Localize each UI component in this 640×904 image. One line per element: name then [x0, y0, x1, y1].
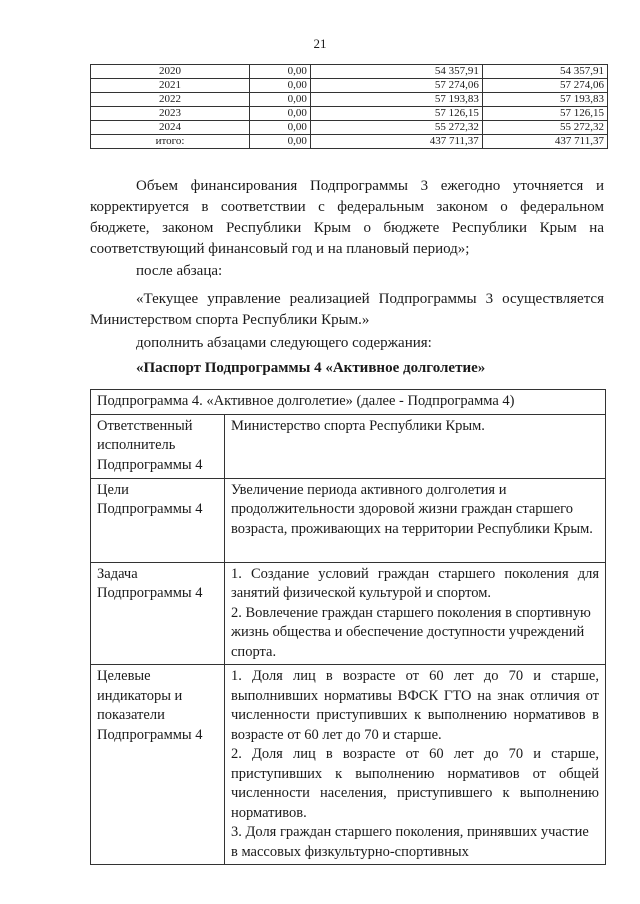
indicator-item-2: 2. Доля лиц в возрасте от 60 лет до 70 и старше, приступивших к выполнению нормативов от общей численности населения, приступившего к выполнению нормативов. — [231, 746, 599, 821]
finance-year-cell: итого: — [91, 135, 250, 149]
finance-row — [91, 65, 608, 79]
finance-year-cell: 2023 — [91, 107, 250, 121]
goals-label: Цели Подпрограммы 4 — [91, 478, 225, 562]
goals-value: Увеличение периода активного долголетия и продолжительности здоровой жизни граждан старшего возраста, проживающих на территории Республики Крым. — [225, 478, 606, 562]
passport-heading: «Паспорт Подпрограммы 4 «Активное долголетие» — [136, 360, 486, 376]
task-item-1: 1. Создание условий граждан старшего поколения для занятий физической культурой и спортом. — [231, 565, 599, 601]
page-number: 21 — [313, 36, 327, 51]
passport-row-executor — [91, 414, 606, 478]
indicator-item-1: 1. Доля лиц в возрасте от 60 лет до 70 и старше, выполнивших нормативы ВФСК ГТО на знак отличия от численности приступивших к выполнению нормативов в возрасте от 60 лет до 70 и старше. — [231, 668, 599, 743]
finance-value-cell: 0,00 — [250, 79, 311, 93]
indicators-label: Целевые индикаторы и показатели Подпрограммы 4 — [91, 665, 225, 865]
finance-row — [91, 93, 608, 107]
executor-label: Ответственный исполнитель Подпрограммы 4 — [91, 414, 225, 478]
passport-title-row — [91, 390, 606, 415]
finance-value-cell: 0,00 — [250, 65, 311, 79]
finance-year-cell: 2021 — [91, 79, 250, 93]
financing-paragraph: Объем финансирования Подпрограммы 3 ежегодно уточняется и корректируется в соответствии с федеральным законом о федеральном бюджете, законом Республики Крым о бюджете Республики Крым на соответствующий финансовый год и на плановый период»; — [90, 178, 604, 257]
finance-year-cell: 2020 — [91, 65, 250, 79]
quoted-paragraph: «Текущее управление реализацией Подпрограммы 3 осуществляется Министерством спорта Республики Крым.» — [90, 291, 604, 328]
finance-year-cell: 2022 — [91, 93, 250, 107]
indicator-item-3: 3. Доля граждан старшего поколения, принявших участие в массовых физкультурно-спортивных — [231, 824, 589, 860]
finance-value-cell: 57 274,06 — [482, 79, 607, 93]
finance-value-cell: 55 272,32 — [482, 121, 607, 135]
finance-row — [91, 107, 608, 121]
finance-value-cell: 57 193,83 — [310, 93, 482, 107]
finance-value-cell: 57 126,15 — [310, 107, 482, 121]
passport-row-indicators — [91, 665, 606, 865]
finance-year-cell: 2024 — [91, 121, 250, 135]
finance-value-cell: 54 357,91 — [310, 65, 482, 79]
passport-row-goals — [91, 478, 606, 562]
finance-value-cell: 437 711,37 — [310, 135, 482, 149]
finance-value-cell: 0,00 — [250, 135, 311, 149]
passport-table — [90, 389, 606, 865]
finance-value-cell: 55 272,32 — [310, 121, 482, 135]
finance-value-cell: 0,00 — [250, 93, 311, 107]
finance-row — [91, 121, 608, 135]
passport-row-task — [91, 562, 606, 665]
task-value — [225, 562, 606, 665]
finance-value-cell: 0,00 — [250, 121, 311, 135]
supplement-paragraph-label: дополнить абзацами следующего содержания: — [136, 335, 432, 351]
financing-table — [90, 64, 608, 149]
finance-value-cell: 57 126,15 — [482, 107, 607, 121]
task-item-2: 2. Вовлечение граждан старшего поколения в спортивную жизнь общества и обеспечение доступности учреждений спорта. — [231, 604, 591, 660]
indicators-value — [225, 665, 606, 865]
finance-value-cell: 0,00 — [250, 107, 311, 121]
after-paragraph-label: после абзаца: — [136, 263, 223, 279]
executor-value: Министерство спорта Республики Крым. — [225, 414, 606, 478]
finance-value-cell: 57 274,06 — [310, 79, 482, 93]
finance-value-cell: 54 357,91 — [482, 65, 607, 79]
finance-row — [91, 135, 608, 149]
passport-title-cell: Подпрограмма 4. «Активное долголетие» (далее - Подпрограмма 4) — [91, 390, 606, 415]
task-label: Задача Подпрограммы 4 — [91, 562, 225, 665]
finance-row — [91, 79, 608, 93]
finance-value-cell: 437 711,37 — [482, 135, 607, 149]
finance-value-cell: 57 193,83 — [482, 93, 607, 107]
